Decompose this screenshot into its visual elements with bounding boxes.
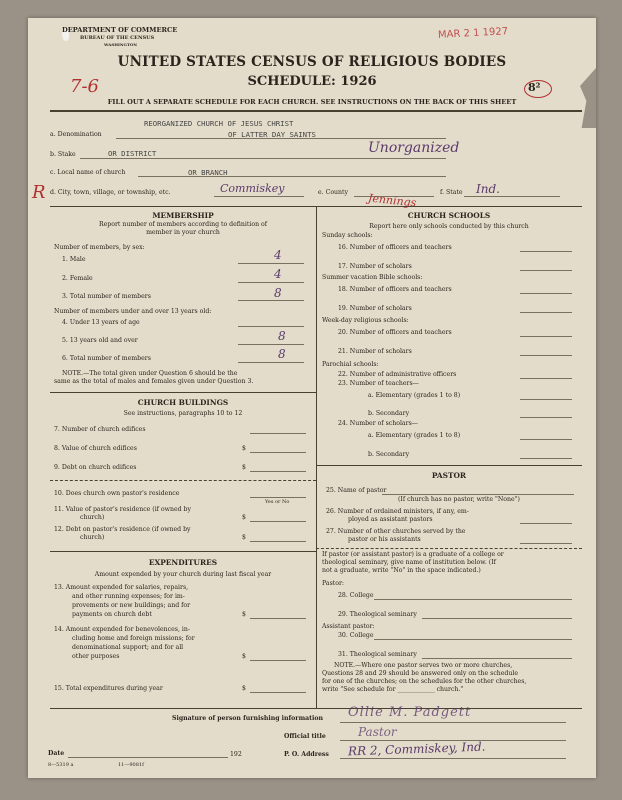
state-line — [464, 196, 560, 197]
hand-code: 7-6 — [70, 76, 99, 97]
received-stamp: MAR 2 1 1927 — [437, 26, 509, 41]
q23a-label: a. Elementary (grades 1 to 8) — [368, 392, 461, 399]
state-handwritten: Ind. — [476, 182, 500, 196]
stake-handwritten: Unorganized — [368, 140, 460, 156]
q16-line — [520, 251, 572, 252]
q31-line — [422, 658, 572, 659]
graduate-text-3: not a graduate, write "No" in the space indicated.) — [322, 567, 481, 574]
signature-handwritten: Ollie M. Padgett — [348, 705, 472, 720]
q23a-line — [520, 399, 572, 400]
denomination-label: a. Denomination — [50, 131, 102, 138]
date-year: 192 — [230, 751, 242, 758]
q25-label: 25. Name of pastor — [326, 487, 387, 494]
date-label: Date — [48, 750, 65, 757]
pastor-label: Pastor: — [322, 580, 345, 587]
buildings-rule — [50, 551, 316, 552]
graduate-text-1: If pastor (or assistant pastor) is a graduate of a college or — [322, 551, 504, 558]
q29-label: 29. Theological seminary — [338, 611, 417, 618]
city-handwritten: Commiskey — [220, 182, 285, 195]
q24-label: 24. Number of scholars— — [338, 420, 418, 427]
q6-label: 6. Total number of members — [62, 355, 151, 362]
form-number-2: 11—9081f — [118, 762, 144, 768]
q24a-line — [520, 439, 572, 440]
q24b-line — [520, 458, 572, 459]
po-address-line — [340, 758, 566, 759]
q14-answer-line — [250, 660, 306, 661]
q11-line — [250, 521, 306, 522]
membership-note-1: NOTE.—The total given under Question 6 should be the — [62, 370, 238, 377]
q3-line — [238, 300, 304, 301]
membership-title: MEMBERSHIP — [152, 211, 214, 220]
q8-line — [250, 452, 306, 453]
q15-answer-line — [250, 692, 306, 693]
graduate-text-2: theological seminary, give name of institution below. (If — [322, 559, 496, 566]
column-divider — [316, 206, 317, 708]
schedule-title: SCHEDULE: 1926 — [247, 74, 377, 89]
city-name: WASHINGTON — [104, 42, 138, 47]
q11-label-2: church) — [80, 514, 105, 521]
summer-label: Summer vacation Bible schools: — [322, 274, 423, 281]
q6-line — [238, 362, 304, 363]
official-title-handwritten: Pastor — [358, 725, 397, 739]
q13-line-4: payments on church debt — [72, 611, 152, 618]
q5-value: 8 — [278, 329, 286, 343]
form-title: UNITED STATES CENSUS OF RELIGIOUS BODIES — [117, 54, 507, 70]
q1-line — [238, 263, 304, 264]
q14-line-4: other purposes — [72, 653, 120, 660]
q5-label: 5. 13 years old and over — [62, 337, 138, 344]
q20-line — [520, 336, 572, 337]
date-line — [68, 757, 228, 758]
q9-dollar: $ — [242, 464, 246, 471]
pastor-note-2: Questions 28 and 29 should be answered only on the schedule — [322, 670, 519, 677]
expenditures-title: EXPENDITURES — [148, 558, 218, 567]
signature-label: Signature of person furnishing information — [172, 715, 323, 722]
schedule-number: 8² — [528, 81, 541, 94]
q1-value: 4 — [274, 248, 282, 262]
bureau-name: BUREAU OF THE CENSUS — [80, 35, 155, 41]
census-schedule-sheet — [28, 18, 596, 778]
header-rule — [50, 110, 582, 112]
membership-rule — [50, 392, 316, 393]
q13-line-1: 13. Amount expended for salaries, repairs, — [54, 584, 189, 591]
q12-label-2: church) — [80, 534, 105, 541]
po-address-handwritten: RR 2, Commiskey, Ind. — [347, 739, 486, 759]
q7-label: 7. Number of church edifices — [54, 426, 146, 433]
q21-line — [520, 355, 572, 356]
q23b-line — [520, 417, 572, 418]
membership-sub-1: Report number of members according to definition of — [98, 221, 268, 228]
q19-line — [520, 312, 572, 313]
buildings-title: CHURCH BUILDINGS — [137, 398, 229, 407]
pastor-note-1: NOTE.—Where one pastor serves two or more churches, — [334, 662, 513, 669]
local-name-label: c. Local name of church — [50, 169, 126, 176]
q11-label-1: 11. Value of pastor's residence (if owned by — [54, 506, 191, 513]
q8-dollar: $ — [242, 445, 246, 452]
q28-line — [374, 599, 572, 600]
q17-line — [520, 270, 572, 271]
q21-label: 21. Number of scholars — [338, 348, 412, 355]
po-address-label: P. O. Address — [284, 751, 329, 758]
local-name-value: OR BRANCH — [188, 168, 228, 177]
q20-label: 20. Number of officers and teachers — [338, 329, 452, 336]
pastor-inner-rule — [316, 548, 582, 549]
stake-line — [80, 158, 446, 159]
q11-dollar: $ — [242, 514, 246, 521]
q14-line-2: cluding home and foreign missions; for — [72, 635, 195, 642]
denomination-value-1: REORGANIZED CHURCH OF JESUS CHRIST — [144, 119, 294, 128]
q12-dollar: $ — [242, 534, 246, 541]
q5-line — [238, 344, 304, 345]
yes-or-no-hint: Yes or No — [265, 499, 290, 505]
membership-sub-2: member in your church — [146, 229, 220, 236]
denomination-value-2: OF LATTER DAY SAINTS — [228, 130, 316, 139]
sunday-label: Sunday schools: — [322, 232, 373, 239]
q2-value: 4 — [274, 267, 282, 281]
stake-value: OR DISTRICT — [108, 149, 157, 158]
q9-label: 9. Debt on church edifices — [54, 464, 137, 471]
signature-line — [340, 722, 566, 723]
q16-label: 16. Number of officers and teachers — [338, 244, 452, 251]
age-label: Number of members under and over 13 years old: — [54, 308, 212, 315]
local-name-line — [138, 176, 446, 177]
q2-label: 2. Female — [62, 275, 93, 282]
form-number-1: 8—5319 a — [48, 762, 74, 768]
state-label: f. State — [440, 189, 463, 196]
grid-bottom-rule — [50, 708, 582, 709]
q24a-label: a. Elementary (grades 1 to 8) — [368, 432, 461, 439]
membership-note-2: same as the total of males and females given under Question 3. — [54, 378, 254, 385]
q10-label: 10. Does church own pastor's residence — [54, 490, 180, 497]
q23b-label: b. Secondary — [368, 410, 410, 417]
q18-line — [520, 293, 572, 294]
q30-line — [374, 639, 572, 640]
county-handwritten: Jennings — [367, 191, 417, 210]
q15-dollar: $ — [242, 685, 246, 692]
q19-label: 19. Number of scholars — [338, 305, 412, 312]
q24b-label: b. Secondary — [368, 451, 410, 458]
q22-line — [520, 378, 572, 379]
schools-title: CHURCH SCHOOLS — [407, 211, 491, 220]
expenditures-sub: Amount expended by your church during last fiscal year — [94, 571, 272, 578]
q3-value: 8 — [274, 286, 282, 300]
q12-label-1: 12. Debt on pastor's residence (if owned by — [54, 526, 191, 533]
q27-label-1: 27. Number of other churches served by the — [326, 528, 466, 535]
pastor-title: PASTOR — [431, 471, 467, 480]
q30-label: 30. College — [338, 632, 374, 639]
city-label: d. City, town, village, or township, etc. — [50, 189, 171, 196]
q29-line — [422, 618, 572, 619]
buildings-inner-rule — [50, 480, 316, 481]
q12-line — [250, 541, 306, 542]
pastor-note-3: for one of the churches; on the schedules for the other churches, — [322, 678, 527, 685]
stake-label: b. Stake — [50, 151, 76, 158]
q17-label: 17. Number of scholars — [338, 263, 412, 270]
q22-label: 22. Number of administrative officers — [338, 371, 457, 378]
q4-line — [238, 326, 304, 327]
q23-label: 23. Number of teachers— — [338, 380, 419, 387]
q1-label: 1. Male — [62, 256, 86, 263]
q18-label: 18. Number of officers and teachers — [338, 286, 452, 293]
county-label: e. County — [318, 189, 349, 196]
instruction-line: FILL OUT A SEPARATE SCHEDULE FOR EACH CHURCH. SEE INSTRUCTIONS ON THE BACK OF THIS SHEET — [107, 98, 517, 106]
pastor-note-4: write "See schedule for ____________ church." — [322, 686, 464, 693]
city-line — [214, 196, 304, 197]
q25-note: (If church has no pastor, write "None") — [398, 496, 520, 503]
official-title-label: Official title — [284, 733, 326, 740]
q26-label-2: ployed as assistant pastors — [348, 516, 433, 523]
q3-label: 3. Total number of members — [62, 293, 151, 300]
q4-label: 4. Under 13 years of age — [62, 319, 140, 326]
q27-label-2: pastor or his assistants — [348, 536, 421, 543]
q31-label: 31. Theological seminary — [338, 651, 417, 658]
q25-line — [382, 494, 574, 495]
q14-line-1: 14. Amount expended for benevolences, in- — [54, 626, 190, 633]
q14-dollar: $ — [242, 653, 246, 660]
q26-label-1: 26. Number of ordained ministers, if any, em- — [326, 508, 469, 515]
q13-line-3: provements or new buildings; and for — [72, 602, 191, 609]
buildings-sub: See instructions, paragraphs 10 to 12 — [123, 410, 243, 417]
q28-label: 28. College — [338, 592, 374, 599]
by-sex-label: Number of members, by sex: — [54, 244, 145, 251]
q7-line — [250, 433, 306, 434]
q9-line — [250, 471, 306, 472]
q8-label: 8. Value of church edifices — [54, 445, 137, 452]
q6-value: 8 — [278, 347, 286, 361]
q10-line — [250, 497, 306, 498]
parochial-label: Parochial schools: — [322, 361, 379, 368]
review-mark: R — [32, 182, 46, 203]
schools-rule — [316, 465, 582, 466]
assistant-label: Assistant pastor: — [322, 623, 375, 630]
q13-answer-line — [250, 618, 306, 619]
schools-sub: Report here only schools conducted by this church — [369, 223, 529, 230]
dept-name: DEPARTMENT OF COMMERCE — [62, 26, 178, 34]
q2-line — [238, 282, 304, 283]
q15-label: 15. Total expenditures during year — [54, 685, 163, 692]
q27-line — [520, 543, 572, 544]
q26-line — [520, 523, 572, 524]
weekday-label: Week-day religious schools: — [322, 317, 409, 324]
q13-line-2: and other running expenses; for im- — [72, 593, 185, 600]
q14-line-3: denominational support; and for all — [72, 644, 184, 651]
q13-dollar: $ — [242, 611, 246, 618]
